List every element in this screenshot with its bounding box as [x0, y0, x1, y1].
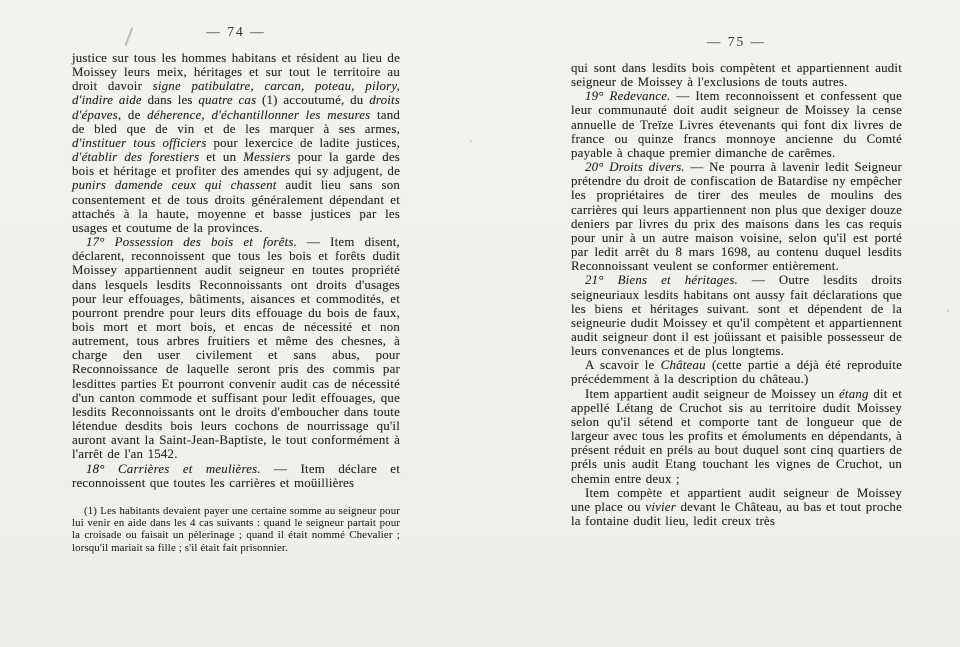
page-74-text — [72, 51, 400, 490]
paper-speck — [947, 310, 949, 312]
paragraph — [571, 61, 902, 89]
italic-text-segment: 20° Droits divers. — [585, 160, 685, 175]
page-number-75: — 75 — — [706, 34, 767, 49]
italic-text-segment: Messiers — [243, 150, 291, 165]
text-segment: — Outre lesdits droits seigneuriaux lesdits habitans ont aussy fait déclarations que les biens et héritages suivant. sont et dépendent de la seigneurie dudit Moissey et qu'il compètent et appartiennent audit seigneur dont il est joüissant et paisible possesseur de leurs convenances et de plus longtems. — [571, 273, 902, 359]
text-segment: — Item disent, déclarent, reconnoissent que tous les bois et forêts dudit Moissey appartiennent audit seigneur en toutes propriété dans lesquels lesdits Reconnoissants ont droits d'usages pour leur effouages, bâtiments, aisances et commodités, et pourront prendre pour leurs dits effouage du bois de faux, bois mort et mort bois, et encas de nécessité et non autrement, tous arbres fruitiers et même des chesnes, à charge den user civilement et sans abus, pour Reconnoissance de laquelle seront pris des commis par lesdittes parties Et pourront convenir audit cas de nécessité d'un canton commode et suffisant pour ledit effouages, que lesdits Reconnoissants ont le droits d'emboucher dans toute létendue desdits bois leurs cochons de nourrissage qu'il auront avant la Saint-Jean-Baptiste, le tout conformément à l'arrêt de l'an 1542. — [72, 235, 400, 462]
italic-text-segment: quatre cas — [198, 93, 257, 108]
text-segment: justice sur tous les hommes habitans et résident au lieu de Moissey leurs meix, héritages et sur tout le territoire au droit davoir — [72, 51, 400, 94]
text-segment: et un — [199, 150, 244, 165]
italic-text-segment: 18° Carrières et meulières. — [86, 461, 261, 476]
text-segment: Item appartient audit seigneur de Moissey un — [585, 386, 839, 401]
text-segment: (cette partie a déjà été reproduite précédemment à la description du château.) — [571, 358, 902, 387]
text-segment: tand de bled que de vin et de les marquer à ses armes, — [72, 107, 400, 136]
page-74 — [72, 24, 400, 554]
text-segment: A scavoir le — [585, 358, 661, 373]
italic-text-segment: signe patibulatre, carcan, poteau, pilory, d'indire aide — [72, 79, 400, 108]
text-segment: Item compète et appartient audit seigneur de Moissey une place ou — [571, 485, 902, 514]
page-number-74: — 74 — — [206, 24, 266, 39]
paragraph — [571, 89, 902, 160]
paragraph — [72, 51, 400, 235]
text-segment: — Item reconnoissent et confessent que leur communauté doit audit seigneur de Moissey la cense annuelle de Treïze Livres étevenants qui font dix livres de france ou quinze francs monnoye ancienne du Comté payable à chaque premier dimanche de carêmes. — [571, 89, 902, 160]
italic-text-segment: étang — [839, 386, 869, 401]
paragraph — [571, 273, 902, 358]
text-segment: — Item déclare et reconnoissent que toutes les carrières et moüillières — [72, 461, 401, 490]
text-segment: — Ne pourra à lavenir ledit Seigneur prétendre du droit de confiscation de Batardise ny empêcher les propriétaires de tirer des meules de moulins des carrières qui leurs appartiennent non plus que dexiger douze deniers par livres du prix des maisons dans les cas requis pour unir à un autre maison voisine, selon qu'il est porté par ledit arrêt du 8 mars 1698, au contenu duquel lesdits Reconnoissant veulent se conformer entièrement. — [571, 160, 902, 274]
italic-text-segment: déherence, d'échantillonner les mesures — [147, 107, 371, 122]
text-segment: , de — [117, 107, 148, 122]
paper-speck — [470, 140, 472, 142]
text-segment: (1) accoutumé, du — [256, 93, 370, 108]
italic-text-segment: droits d'épaves — [72, 93, 400, 122]
italic-text-segment: punirs damende ceux qui chassent — [72, 178, 277, 193]
text-segment: dit et appellé Létang de Cruchot sis au territoire dudit Moissey selon qu'il sétend et comporte tant de longueur que de largeur avec tous les profits et émoluments en dépendants, à présent réduit en préls au bout duquel sont cinq quartiers de préls unis audit Etang touchant les vignes de Cruchot, un chemin entre deux ; — [571, 386, 902, 486]
italic-text-segment: Château — [660, 358, 706, 373]
text-segment: audit lieu sans son consentement et de tous droits généralement dépendant et attachés à la haute, moyenne et basse justices par les usages et coutume de la provinces. — [72, 178, 401, 235]
page-75-text — [571, 61, 902, 528]
paragraph — [571, 358, 902, 386]
text-segment: devant le Château, au bas et tout proche la fontaine dudit lieu, ledit creux très — [571, 499, 902, 528]
page-75 — [571, 34, 902, 528]
text-segment: qui sont dans lesdits bois compètent et appartiennent audit seigneur de Moissey à l'exclusions de touts autres. — [571, 61, 902, 90]
italic-text-segment: 21° Biens et héritages. — [585, 273, 738, 288]
italic-text-segment: d'établir des forestiers — [72, 150, 200, 165]
italic-text-segment: vivier — [645, 499, 676, 514]
paragraph — [571, 387, 902, 486]
paragraph — [72, 505, 400, 554]
paragraph — [571, 486, 902, 528]
paragraph — [72, 462, 400, 490]
text-segment: (1) Les habitants devaient payer une certaine somme au seigneur pour lui venir en aide dans les 4 cas suivants : quand le seigneur partait pour la croisade ou faisait un pèlerinage ; quand il était nommé Chevalier ; lorsqu'il mariait sa fille ; s'il était fait prisonnier. — [72, 504, 400, 554]
italic-text-segment: 19° Redevance. — [585, 89, 671, 104]
paragraph — [72, 235, 400, 462]
page-74-footnote — [72, 505, 400, 554]
text-segment: dans les — [141, 93, 199, 108]
text-segment: pour lexercice de ladite justices, — [206, 135, 400, 150]
paragraph — [571, 160, 902, 273]
italic-text-segment: 17° Possession des bois et forêts. — [86, 235, 298, 250]
italic-text-segment: d'instituer tous officiers — [72, 135, 207, 150]
text-segment: pour la garde des bois et héritage et profiter des amendes qui sy adjugent, de — [72, 150, 400, 179]
